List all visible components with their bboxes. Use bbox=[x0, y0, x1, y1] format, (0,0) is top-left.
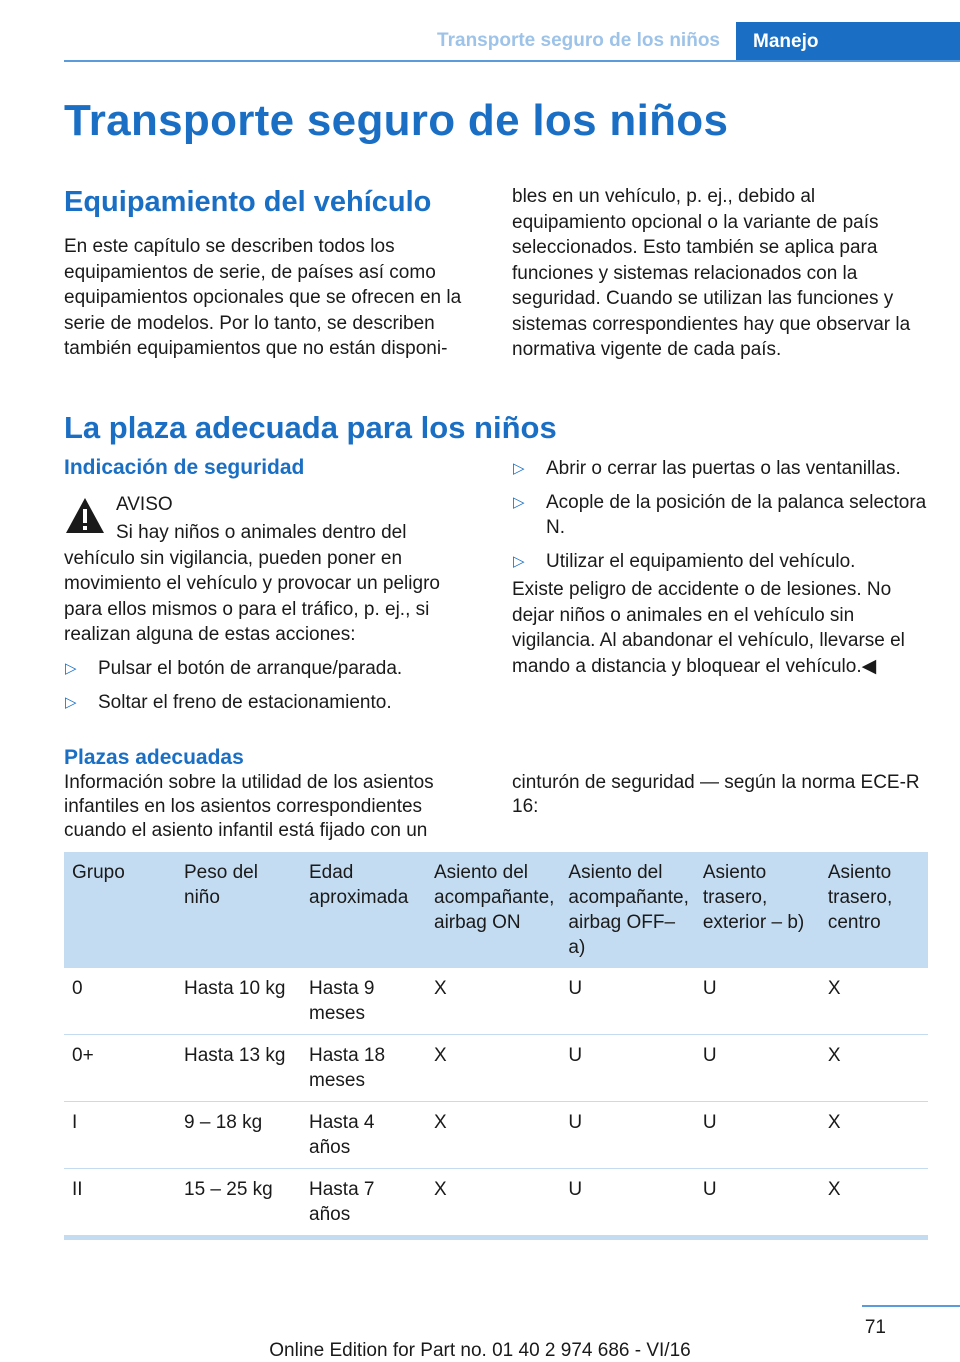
table-cell: U bbox=[695, 1102, 820, 1169]
plazas-adecuadas-heading: Plazas adecuadas bbox=[64, 746, 244, 769]
safety-heading: Indicación de seguridad bbox=[64, 456, 305, 479]
table-cell: 9 – 18 kg bbox=[176, 1102, 301, 1169]
table-cell: X bbox=[426, 1102, 560, 1169]
table-cell: U bbox=[695, 968, 820, 1035]
list-item: ▷ Acople de la posición de la palanca selectora N. bbox=[513, 491, 927, 538]
table-cell: U bbox=[560, 968, 694, 1035]
table-header-row bbox=[64, 852, 928, 968]
column-header: Asiento trasero, exterior – b) bbox=[695, 852, 820, 968]
page-number: 71 bbox=[864, 1317, 886, 1338]
triangle-bullet-icon: ▷ bbox=[65, 660, 77, 677]
table-cell: Hasta 4 años bbox=[301, 1102, 426, 1169]
plaza-heading: La plaza adecuada para los niños bbox=[64, 410, 557, 445]
table-cell: II bbox=[64, 1169, 176, 1238]
table-cell: Hasta 18 meses bbox=[301, 1035, 426, 1102]
table-cell: X bbox=[426, 968, 560, 1035]
triangle-bullet-icon: ▷ bbox=[65, 693, 77, 711]
table-cell: X bbox=[820, 968, 928, 1035]
triangle-bullet-icon: ▷ bbox=[513, 493, 525, 511]
column-header: Edad aproximada bbox=[301, 852, 426, 968]
equipamiento-text-col2: bles en un vehículo, p. ej., debido al equipamiento opcional o la variante de país seleccionados. Esto también se aplica para funciones y sistemas relacionados con la seguridad. Cuando se utilizan las funciones y sistemas correspondientes hay que observar la normativa vigente de cada país. bbox=[512, 186, 911, 360]
table-row bbox=[64, 968, 928, 1035]
plazas-text-col1: Información sobre la utilidad de los asientos infantiles en los asientos correspondientes cuando el asiento infantil está fijado con un bbox=[64, 772, 434, 841]
column-header: Asiento del acompañante, airbag ON bbox=[426, 852, 560, 968]
triangle-bullet-icon: ▷ bbox=[513, 460, 525, 477]
table-cell: U bbox=[560, 1169, 694, 1238]
table-cell: X bbox=[820, 1035, 928, 1102]
footer-rule bbox=[862, 1305, 960, 1307]
table-cell: Hasta 10 kg bbox=[176, 968, 301, 1035]
table-cell: Hasta 13 kg bbox=[176, 1035, 301, 1102]
table-row bbox=[64, 1035, 928, 1102]
table-cell: I bbox=[64, 1102, 176, 1169]
column-header: Asiento del acompañante, airbag OFF– a) bbox=[560, 852, 694, 968]
column-header: Peso del niño bbox=[176, 852, 301, 968]
warning-label: AVISO bbox=[116, 494, 173, 515]
warning-text: Si hay niños o animales dentro del vehículo sin vigilancia, pueden poner en movimiento el vehículo y provocar un peligro para ellos mismos o para el tráfico, p. ej., si realizan alguna de estas acciones: bbox=[64, 522, 440, 645]
edition-footer: Online Edition for Part no. 01 40 2 974 686 - VI/16 bbox=[269, 1340, 691, 1361]
column-header: Asiento trasero, centro bbox=[820, 852, 928, 968]
table-cell: 15 – 25 kg bbox=[176, 1169, 301, 1238]
running-header-section: Transporte seguro de los niños bbox=[437, 30, 720, 51]
table-cell: U bbox=[695, 1035, 820, 1102]
closing-warning-text: Existe peligro de accidente o de lesiones. No dejar niños o animales en el vehículo sin vigilancia. Al abandonar el vehículo, llevarse el mando a distancia y bloquear el vehículo.◀ bbox=[512, 579, 905, 677]
table-cell: X bbox=[426, 1035, 560, 1102]
table-cell: Hasta 7 años bbox=[301, 1169, 426, 1238]
table-cell: 0+ bbox=[64, 1035, 176, 1102]
table-cell: X bbox=[426, 1169, 560, 1238]
list-item: ▷ Pulsar el botón de arranque/parada. bbox=[64, 656, 484, 682]
table-cell: U bbox=[560, 1102, 694, 1169]
table-cell: X bbox=[820, 1169, 928, 1238]
list-item: ▷ Soltar el freno de estacionamiento. bbox=[64, 690, 484, 716]
table-cell: Hasta 9 meses bbox=[301, 968, 426, 1035]
table-row bbox=[64, 1169, 928, 1238]
list-item: ▷ Abrir o cerrar las puertas o las ventanillas. bbox=[512, 456, 932, 482]
bullets-right bbox=[512, 456, 932, 582]
table-cell: 0 bbox=[64, 968, 176, 1035]
table-cell: X bbox=[820, 1102, 928, 1169]
table-row bbox=[64, 1102, 928, 1169]
table-cell: U bbox=[695, 1169, 820, 1238]
chapter-tab[interactable]: Manejo bbox=[736, 22, 960, 62]
list-item: ▷ Utilizar el equipamiento del vehículo. bbox=[512, 549, 932, 575]
triangle-bullet-icon: ▷ bbox=[513, 552, 525, 570]
plazas-text-col2: cinturón de seguridad — según la norma ECE-R 16: bbox=[512, 772, 920, 817]
equipamiento-heading: Equipamiento del vehículo bbox=[64, 186, 432, 218]
equipamiento-text-col1: En este capítulo se describen todos los equipamientos de serie, de países así como equipamientos opcionales que se ofrecen en la serie de modelos. Por lo tanto, se describen también equipamientos que no están disponi- bbox=[64, 236, 462, 359]
table-cell: U bbox=[560, 1035, 694, 1102]
header-rule bbox=[64, 60, 960, 62]
child-seat-table bbox=[64, 852, 928, 1240]
bullets-left bbox=[64, 656, 484, 723]
page-title: Transporte seguro de los niños bbox=[64, 96, 729, 145]
column-header: Grupo bbox=[64, 852, 176, 968]
